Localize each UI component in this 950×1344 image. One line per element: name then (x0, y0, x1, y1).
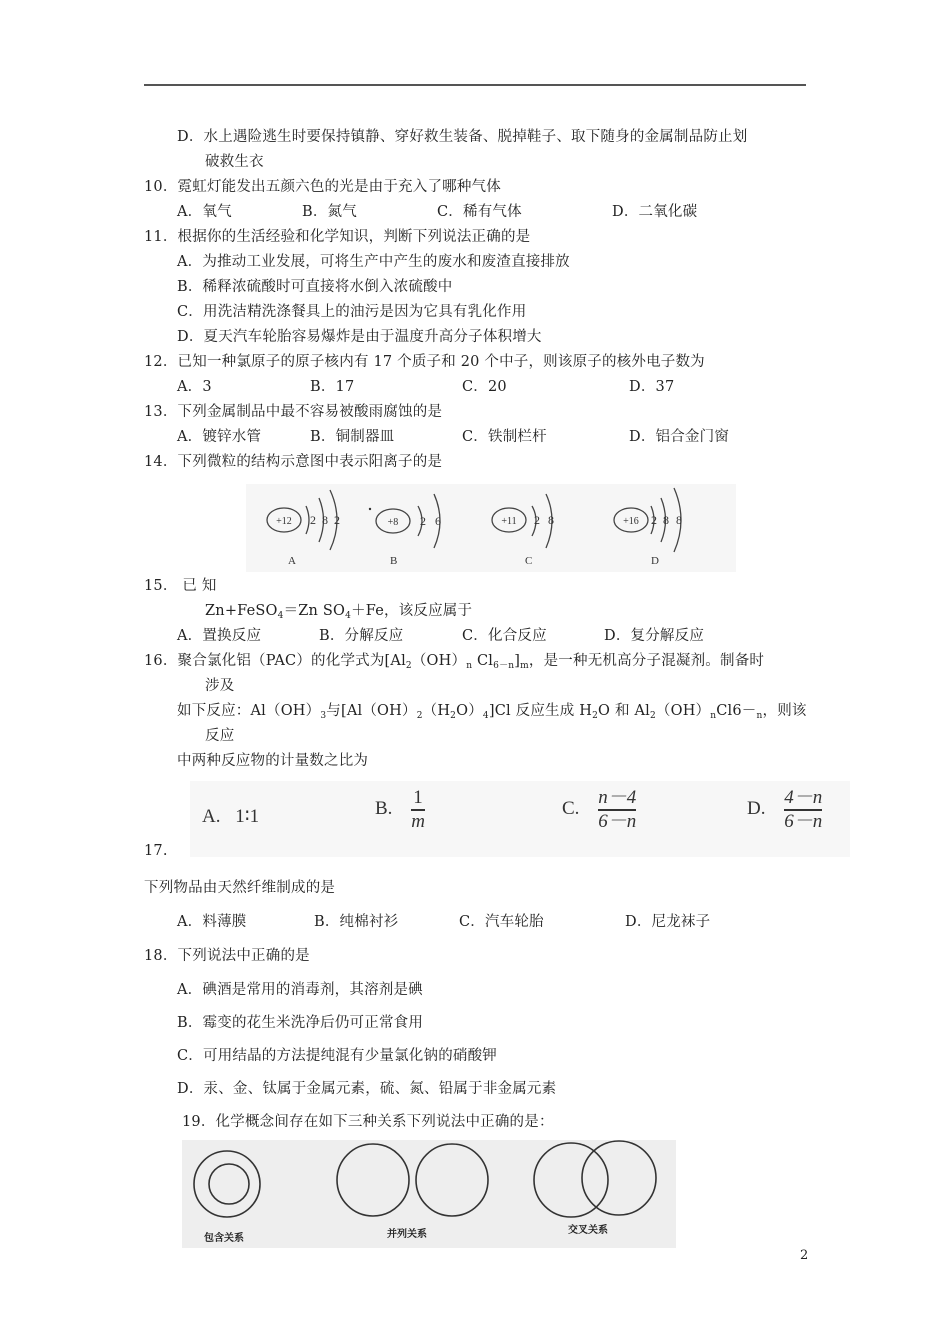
atom-c-shell-2: 8 (548, 513, 554, 527)
subscript: 3 (320, 711, 327, 721)
subscript: 2 (592, 711, 599, 721)
q12-option-c: C．20 (462, 379, 507, 395)
q13-option-d: D．铝合金门窗 (629, 429, 730, 445)
option-label: A. (202, 806, 221, 827)
q16-options-image (190, 781, 850, 857)
text: O） (456, 703, 483, 719)
text: ] (514, 653, 521, 669)
option-label: B. (375, 798, 393, 820)
atom-d-label: D (651, 555, 659, 567)
q15-stem: 15． 已 知 (144, 578, 217, 594)
subscript: 4 (277, 611, 284, 621)
q17-option-c: C．汽车轮胎 (459, 914, 544, 930)
text: ，是一种无机高分子混凝剂。制备时 (528, 653, 765, 669)
text: 如下反应：Al（OH） (177, 703, 321, 719)
q19-relation-diagrams (182, 1140, 676, 1248)
q12-option-d: D．37 (629, 379, 675, 395)
q18-option-b: B．霉变的花生米洗净后仍可正常食用 (177, 1015, 424, 1031)
subscript: 4 (482, 711, 489, 721)
text: ]Cl 反应生成 H (488, 703, 593, 719)
atom-a-nucleus: +12 (276, 516, 292, 527)
text: （OH） (655, 703, 711, 719)
q10-option-d: D．二氧化碳 (612, 204, 698, 220)
atom-d-shell-2: 8 (663, 513, 669, 527)
atom-c-label: C (525, 555, 533, 567)
intersection-relation-label: 交叉关系 (568, 1225, 608, 1236)
subscript: 2 (405, 661, 412, 671)
option-label: D. (747, 798, 766, 820)
q17-number: 17. (144, 843, 168, 859)
denominator: m (411, 810, 425, 832)
subscript: 2 (649, 711, 656, 721)
equation-text: ＝Zn SO (283, 603, 346, 619)
denominator: 6－n (784, 810, 823, 832)
q15-option-a: A．置换反应 (177, 628, 262, 644)
q15-option-d: D．复分解反应 (604, 628, 705, 644)
atom-c-shell-1: 2 (534, 513, 540, 527)
subscript: m (520, 661, 529, 671)
q15-equation (205, 602, 472, 625)
q15-option-b: B．分解反应 (319, 628, 404, 644)
q11-option-d: D．夏天汽车轮胎容易爆炸是由于温度升高分子体积增大 (177, 329, 542, 345)
numerator: 1 (413, 787, 423, 808)
denominator: 6－n (598, 810, 637, 832)
atom-diagram-b (369, 494, 441, 567)
q18-option-a: A．碘酒是常用的消毒剂，其溶剂是碘 (177, 982, 423, 998)
subscript: 2 (416, 711, 423, 721)
q17-option-d: D．尼龙袜子 (625, 914, 711, 930)
q10-option-b: B．氮气 (302, 204, 357, 220)
q17-option-a: A．料薄膜 (177, 914, 247, 930)
q10-option-a: A．氧气 (177, 204, 232, 220)
q16-stem-line1 (144, 652, 764, 675)
text: （OH） (411, 653, 467, 669)
atom-a-label: A (288, 555, 296, 567)
q11-option-a: A．为推动工业发展，可将生产中产生的废水和废渣直接排放 (177, 254, 570, 270)
text: Cl (472, 653, 494, 669)
q9-option-d-line2: 破救生衣 (205, 154, 264, 170)
atom-a-shell-2: 8 (322, 513, 328, 527)
inclusion-relation-label: 包含关系 (204, 1233, 244, 1244)
subscript: 2 (450, 711, 457, 721)
subscript: n (756, 711, 763, 721)
q18-option-d: D．汞、金、钛属于金属元素，硫、氮、铅属于非金属元素 (177, 1081, 557, 1097)
page-number: 2 (800, 1248, 809, 1263)
subscript: 4 (345, 611, 352, 621)
q13-option-c: C．铁制栏杆 (462, 429, 547, 445)
q18-option-c: C．可用结晶的方法提纯混有少量氯化钠的硝酸钾 (177, 1048, 497, 1064)
q13-option-a: A．镀锌水管 (177, 429, 262, 445)
q19-stem: 19．化学概念间存在如下三种关系下列说法中正确的是： (182, 1114, 554, 1130)
text: 16．聚合氯化铝（PAC）的化学式为[Al (144, 653, 406, 669)
q14-stem: 14．下列微粒的结构示意图中表示阳离子的是 (144, 454, 443, 470)
q12-option-b: B．17 (310, 379, 355, 395)
q12-option-a: A．3 (177, 379, 212, 395)
subscript: n (466, 661, 473, 671)
q11-option-c: C．用洗洁精洗涤餐具上的油污是因为它具有乳化作用 (177, 304, 527, 320)
text: 与[Al（OH） (326, 703, 417, 719)
atom-diagram-c (492, 494, 554, 567)
intersection-relation-diagram (534, 1141, 656, 1236)
fraction (784, 787, 822, 833)
q13-option-b: B．铜制器皿 (310, 429, 395, 445)
text: Cl6－ (716, 703, 757, 719)
parallel-relation-diagram (337, 1144, 488, 1240)
q14-atom-diagrams (246, 484, 736, 572)
q15-option-c: C．化合反应 (462, 628, 547, 644)
fraction (411, 787, 425, 833)
q9-option-d-line1: D．水上遇险逃生时要保持镇静、穿好救生装备、脱掉鞋子、取下随身的金属制品防止划 (177, 129, 748, 145)
atom-b-shell-2: 6 (435, 514, 441, 528)
atom-diagram-a (267, 490, 340, 567)
q18-stem: 18．下列说法中正确的是 (144, 948, 310, 964)
header-rule (144, 84, 806, 86)
atom-diagram-d (614, 488, 682, 567)
atom-d-shell-1: 2 (651, 513, 657, 527)
q10-stem: 10．霓虹灯能发出五颜六色的光是由于充入了哪种气体 (144, 179, 501, 195)
option-label: C. (562, 798, 580, 820)
q11-stem: 11．根据你的生活经验和化学知识，判断下列说法正确的是 (144, 229, 531, 245)
atom-a-shell-1: 2 (310, 513, 316, 527)
atom-b-nucleus: +8 (387, 517, 399, 528)
q17-stem: 下列物品由天然纤维制成的是 (144, 880, 336, 896)
subscript: 6 (493, 661, 500, 671)
subscript: n (508, 661, 515, 671)
q16-option-a (202, 805, 259, 828)
q10-option-c: C．稀有气体 (437, 204, 522, 220)
atom-d-shell-3: 8 (676, 513, 682, 527)
text: ，则该 (762, 703, 807, 719)
fraction (598, 787, 636, 833)
q16-option-b (375, 787, 425, 833)
numerator: n－4 (598, 787, 637, 808)
q16-stem-line2: 涉及 (205, 678, 235, 694)
equation-text: Zn+FeSO (205, 603, 278, 619)
atom-b-shell-1: 2 (420, 514, 426, 528)
q16-option-d (747, 787, 822, 833)
text: O 和 Al (598, 703, 650, 719)
numerator: 4－n (784, 787, 823, 808)
parallel-relation-label: 并列关系 (387, 1229, 427, 1240)
atom-d-nucleus: +16 (623, 516, 639, 527)
subscript: n (710, 711, 717, 721)
equation-text: ＋Fe，该反应属于 (351, 603, 473, 619)
q16-stem-line5: 中两种反应物的计量数之比为 (177, 753, 369, 769)
text: （H (422, 703, 451, 719)
option-value: 1∶1 (235, 806, 260, 827)
q16-stem-line3 (177, 702, 807, 725)
q13-stem: 13．下列金属制品中最不容易被酸雨腐蚀的是 (144, 404, 443, 420)
atom-b-label: B (390, 555, 398, 567)
atom-a-shell-3: 2 (334, 513, 340, 527)
atom-c-nucleus: +11 (501, 516, 517, 527)
q16-option-c (562, 787, 636, 833)
q17-option-b: B．纯棉衬衫 (314, 914, 399, 930)
q11-option-b: B．稀释浓硫酸时可直接将水倒入浓硫酸中 (177, 279, 453, 295)
q16-stem-line4: 反应 (205, 728, 235, 744)
q12-stem: 12．已知一种氯原子的原子核内有 17 个质子和 20 个中子，则该原子的核外电子数为 (144, 354, 705, 370)
inclusion-relation-diagram (194, 1151, 260, 1244)
subscript: － (499, 661, 509, 671)
